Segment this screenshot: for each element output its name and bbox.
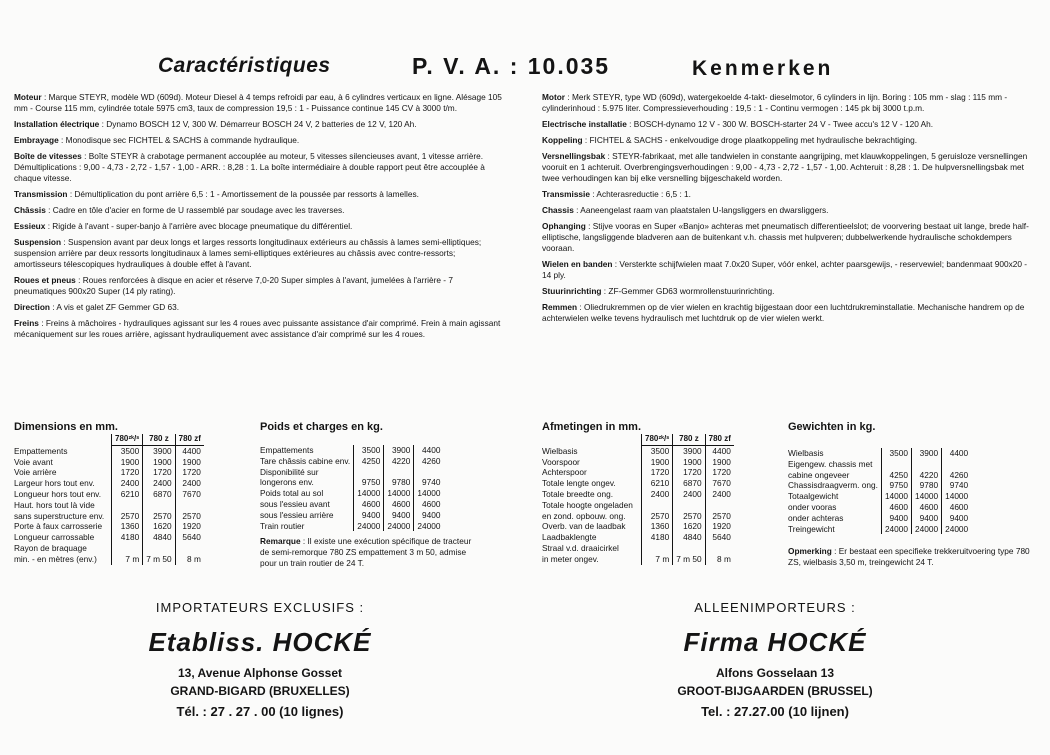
spec-text: : STEYR-fabrikaat, met alle tandwielen in constante aangrijping, met klauwkoppelingen, 5 geruisloze versnellingen vooruit en 1 achteruit. Overbrengingsverhoudingen : 9,00 - 4,73 - 2,72 - 1,57 - 1,00. Achteruit : 8,28 : 1. De hulpversnellingsbak met twee verhoudingen kan bij elke versnelling bijgeschakeld worden. (542, 151, 1028, 183)
cell-value: 14000 (414, 488, 444, 499)
table-row (785, 470, 971, 481)
cell-value: 4180 (112, 532, 143, 543)
spec-text: : Marque STEYR, modèle WD (609d). Moteur Diesel à 4 temps refroidi par eau, à 6 cylindres verticaux en ligne. Alésage 105 mm - Course 115 mm, cylindrée totale 5975 cm3, taux de compression 19,5 : 1 - Puissance continue 145 CV à 3000 t/m. (14, 92, 502, 113)
row-label: onder vooras (788, 501, 837, 512)
cell-value (175, 543, 204, 554)
cell-value: 4260 (942, 470, 972, 481)
table-row (539, 478, 734, 489)
afmetingen-table (539, 434, 734, 565)
cell-value (354, 467, 384, 478)
cell-value: 5640 (175, 532, 204, 543)
table-row (11, 467, 204, 478)
cell-value (705, 543, 734, 554)
row-label: sous l'essieu arrière (260, 509, 334, 520)
weights-title: Poids et charges en kg. (260, 421, 383, 433)
cell-value: 4600 (942, 502, 972, 513)
spec-text: : Démultiplication du pont arrière 6,5 : 1 - Amortissement de la poussée par ressorts à lamelles. (69, 189, 419, 199)
cell-value: 9400 (354, 510, 384, 521)
col-header: 780ᶻᵏ/ˢ (112, 434, 143, 445)
cell-value: 1620 (673, 521, 705, 532)
cell-value: 2570 (642, 511, 673, 522)
spec-text: : Suspension avant par deux longs et larges ressorts longitudinaux extérieurs au châssis à lames semi-elliptiques; suspension arrière par deux ressorts longitudinaux à lames semi-elliptiques extérieures au châssis avec contre-ressorts; amortisseurs télescopiques hydrauliques à double effet à l'avant. (14, 237, 482, 269)
cell-value: 9750 (354, 477, 384, 488)
row-label: Eigengew. chassis met (788, 458, 873, 469)
table-row (785, 502, 971, 513)
cell-value: 4260 (414, 456, 444, 467)
cell-value: 24000 (881, 524, 911, 535)
table-row (257, 499, 443, 510)
table-row (785, 524, 971, 535)
spec-text: : A vis et galet ZF Gemmer GD 63. (52, 302, 180, 312)
cell-value: 2570 (112, 511, 143, 522)
pva-number: P. V. A. : 10.035 (412, 53, 611, 79)
row-label: Empattements (14, 445, 68, 456)
row-label: Rayon de braquage (14, 542, 87, 553)
spec-text: : Dynamo BOSCH 12 V, 300 W. Démarreur BOSCH 24 V, 2 batteries de 12 V, 120 Ah. (101, 119, 417, 129)
cell-value: 1720 (705, 467, 734, 478)
row-label: Voie arrière (14, 467, 57, 478)
cell-value: 2400 (175, 478, 204, 489)
spec-label: Châssis (14, 205, 46, 215)
cell-value: 7 m (642, 554, 673, 565)
cell-value (642, 543, 673, 554)
cell-value (673, 500, 705, 511)
dimensions-table (11, 434, 204, 565)
cell-value (112, 500, 143, 511)
cell-value: 1720 (175, 467, 204, 478)
row-label: Empattements (260, 445, 314, 455)
row-label: Treingewicht (788, 523, 835, 534)
cell-value: 2570 (143, 511, 175, 522)
table-row (539, 543, 734, 554)
table-row (257, 467, 443, 478)
cell-value: 24000 (912, 524, 942, 535)
table-row (11, 532, 204, 543)
spec-label: Suspension (14, 237, 62, 247)
telephone: Tél. : 27 . 27 . 00 (10 lignes) (176, 704, 344, 719)
title-french: Caractéristiques (158, 54, 331, 77)
cell-value: 1720 (673, 467, 705, 478)
cell-value: 14000 (942, 491, 972, 502)
gewichten-title: Gewichten in kg. (788, 421, 876, 433)
street-address: 13, Avenue Alphonse Gosset (177, 666, 343, 680)
table-row (785, 448, 971, 459)
gewichten-table (785, 448, 971, 534)
row-label: Disponibilité sur (260, 466, 319, 477)
row-label: min. - en mètres (env.) (14, 553, 97, 564)
city: GROOT-BIJGAARDEN (BRUSSEL) (677, 684, 873, 698)
cell-value: 4220 (384, 456, 414, 467)
table-row (539, 445, 734, 456)
col-header: 780ᶻᵏ/ˢ (642, 434, 673, 445)
remark-label: Opmerking (788, 546, 832, 556)
spec-label: Versnellingsbak (542, 151, 606, 161)
cell-value: 7 m 50 (143, 554, 175, 565)
cell-value: 9740 (942, 480, 972, 491)
cell-value: 2400 (112, 478, 143, 489)
cell-value: 7670 (175, 489, 204, 500)
cell-value: 24000 (942, 524, 972, 535)
spec-text: : FICHTEL & SACHS - enkelvoudige droge plaatkoppeling met hydraulische bekrachtiging. (584, 135, 918, 145)
cell-value: 4600 (384, 499, 414, 510)
cell-value: 3900 (912, 448, 942, 459)
spec-text: : ZF-Gemmer GD63 wormrollenstuurinrichting. (603, 286, 775, 296)
cell-value (143, 500, 175, 511)
table-row (11, 500, 204, 511)
row-label: onder achteras (788, 512, 844, 523)
row-label: Overb. van de laadbak (542, 521, 626, 532)
table-row (11, 478, 204, 489)
cell-value: 1900 (705, 457, 734, 468)
row-label: Laadbaklengte (542, 532, 597, 543)
cell-value: 24000 (414, 521, 444, 532)
row-label: Largeur hors tout env. (14, 478, 95, 489)
cell-value: 4220 (912, 470, 942, 481)
cell-value: 1900 (175, 457, 204, 468)
table-row (539, 511, 734, 522)
table-row (785, 513, 971, 524)
spec-text: : Boîte STEYR à crabotage permanent accouplée au moteur, 5 vitesses silencieuses avant, 1 vitesse arrière. Démultiplications : 9,00 - 4,73 - 2,72 - 1,57 - 1,00 - ARR. : 8,28 : 1. La boîte intermédiaire à double rapport peut être accouplée à chaque vitesse. (14, 151, 485, 183)
spec-label: Essieux (14, 221, 46, 231)
cell-value: 3500 (354, 445, 384, 456)
cell-value: 9740 (414, 477, 444, 488)
cell-value (414, 467, 444, 478)
cell-value: 9780 (912, 480, 942, 491)
cell-value: 2570 (673, 511, 705, 522)
remark-text: : Il existe une exécution spécifique de tracteur de semi-remorque 780 ZS empattement 3 m 50, admise pour un train routier de 24 T. (260, 536, 472, 568)
spec-label: Moteur (14, 92, 42, 102)
row-label: longerons env. (260, 477, 314, 488)
cell-value: 6210 (112, 489, 143, 500)
cell-value: 2400 (143, 478, 175, 489)
gewichten-remark (788, 546, 1033, 568)
spec-label: Ophanging (542, 221, 586, 231)
spec-label: Stuurinrichting (542, 286, 602, 296)
telephone: Tel. : 27.27.00 (10 lijnen) (701, 704, 849, 719)
cell-value: 2400 (673, 489, 705, 500)
spec-label: Electrische installatie (542, 119, 627, 129)
row-label: Train routier (260, 520, 305, 531)
cell-value: 4400 (705, 445, 734, 456)
weights-table (257, 445, 443, 531)
cell-value: 1360 (642, 521, 673, 532)
row-label: Totale lengte ongev. (542, 478, 616, 489)
cell-value (642, 500, 673, 511)
spec-label: Freins (14, 318, 39, 328)
spec-label: Direction (14, 302, 50, 312)
cell-value: 4180 (642, 532, 673, 543)
table-row (539, 457, 734, 468)
city: GRAND-BIGARD (BRUXELLES) (170, 684, 350, 698)
dutch-specs (542, 92, 1036, 329)
spec-label: Wielen en banden (542, 259, 613, 269)
cell-value: 4400 (414, 445, 444, 456)
row-label: sous l'essieu avant (260, 498, 330, 509)
cell-value (912, 459, 942, 470)
cell-value: 3500 (642, 445, 673, 456)
cell-value: 8 m (175, 554, 204, 565)
table-row (11, 554, 204, 565)
importers-label: ALLEENIMPORTEURS : (694, 600, 856, 615)
cell-value: 1900 (673, 457, 705, 468)
col-header: 780 z (143, 434, 175, 445)
cell-value (143, 543, 175, 554)
spec-label: Motor (542, 92, 566, 102)
remark-label: Remarque (260, 536, 301, 546)
cell-value (673, 543, 705, 554)
cell-value (942, 459, 972, 470)
cell-value: 2400 (642, 489, 673, 500)
row-label: Porte à faux carrosserie (14, 521, 103, 532)
importers-label: IMPORTATEURS EXCLUSIFS : (155, 600, 365, 615)
row-label: Tare châssis cabine env. (260, 455, 351, 466)
row-label: sans superstructure env. (14, 510, 105, 521)
cell-value: 1900 (642, 457, 673, 468)
cell-value: 6870 (673, 478, 705, 489)
table-body (257, 445, 443, 531)
table-row (539, 554, 734, 565)
firm-name: Etabliss. HOCKÉ (148, 627, 372, 657)
spec-label: Installation électrique (14, 119, 100, 129)
cell-value: 1720 (112, 467, 143, 478)
cell-value (175, 500, 204, 511)
row-label: Chassisdraagverm. ong. (788, 480, 878, 491)
table-row (785, 480, 971, 491)
cell-value (705, 500, 734, 511)
cell-value (881, 459, 911, 470)
cell-value: 8 m (705, 554, 734, 565)
row-label: Longueur carrossable (14, 532, 95, 543)
table-row (785, 459, 971, 470)
row-label: in meter ongev. (542, 553, 599, 564)
cell-value: 6210 (642, 478, 673, 489)
afmetingen-title: Afmetingen in mm. (542, 421, 642, 433)
row-label: Wielbasis (542, 445, 578, 456)
cell-value: 5640 (705, 532, 734, 543)
cell-value: 9400 (912, 513, 942, 524)
table-row (257, 445, 443, 456)
row-label: Totaalgewicht (788, 491, 839, 502)
cell-value: 4840 (143, 532, 175, 543)
row-label: Voie avant (14, 456, 53, 467)
row-label: cabine ongeveer (788, 469, 850, 480)
row-label: Straal v.d. draaicirkel (542, 542, 619, 553)
cell-value: 14000 (384, 488, 414, 499)
cell-value: 9780 (384, 477, 414, 488)
cell-value: 7 m (112, 554, 143, 565)
table-row (257, 477, 443, 488)
cell-value: 1900 (112, 457, 143, 468)
table-body (539, 445, 734, 564)
spec-label: Remmen (542, 302, 578, 312)
table-row (11, 543, 204, 554)
spec-label: Transmissie (542, 189, 590, 199)
table-row (257, 521, 443, 532)
cell-value: 3900 (143, 445, 175, 456)
spec-text: : Versterkte schijfwielen maat 7.0x20 Super, vóór enkel, achter paarsgewijs, - reservewiel; bandenmaat 900x20 - 14 ply. (542, 259, 1028, 280)
cell-value: 24000 (384, 521, 414, 532)
cell-value: 4400 (942, 448, 972, 459)
table-row (539, 467, 734, 478)
row-label: Wielbasis (788, 448, 824, 458)
cell-value: 1920 (705, 521, 734, 532)
cell-value: 14000 (881, 491, 911, 502)
cell-value: 1360 (112, 521, 143, 532)
table-row (257, 488, 443, 499)
cell-value: 24000 (354, 521, 384, 532)
spec-text: : Oliedrukremmen op de vier wielen en krachtig bijgestaan door een luchtdrukreminstallatie. Mechanische handrem op de achterwielen welke tevens hydraulisch met luchtdruk op de vier wielen werkt. (542, 302, 1025, 323)
cell-value: 1920 (175, 521, 204, 532)
french-specs (14, 92, 504, 345)
spec-label: Boîte de vitesses (14, 151, 82, 161)
cell-value: 4250 (354, 456, 384, 467)
table-row (257, 510, 443, 521)
spec-label: Transmission (14, 189, 68, 199)
spec-text: : Merk STEYR, type WD (609d), watergekoelde 4-takt- dieselmotor, 6 cylinders in lijn. Boring : 105 mm - slag : 115 mm - cylinderinhoud : 5.975 liter. Compressieverhouding : 19,5 : 1 - Continu vermogen : 145 pk bij 3000 t.p.m. (542, 92, 1008, 113)
dimensions-title: Dimensions en mm. (14, 421, 118, 433)
row-label: Longueur hors tout env. (14, 488, 102, 499)
table-row (539, 532, 734, 543)
table-row (11, 511, 204, 522)
spec-label: Chassis (542, 205, 574, 215)
spec-text: : Freins à mâchoires - hydrauliques agissant sur les 4 roues avec puissante assistance d'air comprimé. Frein à main agissant mécaniquement sur les roues arrière, agissant hydrauliquement avec assistance d'air comprimé sur les 4 roues. (14, 318, 501, 339)
cell-value: 9400 (384, 510, 414, 521)
cell-value (384, 467, 414, 478)
weights-remark (260, 536, 476, 569)
table-row (11, 489, 204, 500)
cell-value: 4600 (912, 502, 942, 513)
row-label: Haut. hors tout là vide (14, 499, 95, 510)
cell-value: 4400 (175, 445, 204, 456)
cell-value: 4840 (673, 532, 705, 543)
cell-value: 9750 (881, 480, 911, 491)
cell-value: 2570 (705, 511, 734, 522)
footer-dutch (555, 600, 995, 719)
spec-label: Koppeling (542, 135, 583, 145)
table-body (11, 445, 204, 564)
cell-value: 4600 (414, 499, 444, 510)
row-label: Totale hoogte ongeladen (542, 499, 633, 510)
cell-value: 3500 (112, 445, 143, 456)
row-label: en zond. opbouw. ong. (542, 510, 626, 521)
footer-french (40, 600, 480, 719)
cell-value: 14000 (354, 488, 384, 499)
spec-text: : BOSCH-dynamo 12 V - 300 W. BOSCH-starter 24 V - Twee accu's 12 V - 120 Ah. (629, 119, 934, 129)
cell-value: 1720 (143, 467, 175, 478)
col-header: 780 zf (175, 434, 204, 445)
spec-text: : Monodisque sec FICHTEL & SACHS à commande hydraulique. (61, 135, 300, 145)
row-label: Achterspoor (542, 467, 587, 478)
cell-value: 4600 (881, 502, 911, 513)
cell-value: 1620 (143, 521, 175, 532)
table-row (539, 489, 734, 500)
remark-text: : Er bestaat een specifieke trekkeruitvoering type 780 ZS, wielbasis 3,50 m, treingewicht 24 T. (788, 546, 1030, 567)
spec-text: : Cadre en tôle d'acier en forme de U rassemblé par soudage avec les traverses. (48, 205, 345, 215)
cell-value: 7670 (705, 478, 734, 489)
spec-text: : Aaneengelast raam van plaatstalen U-langsliggers en dwarsliggers. (576, 205, 829, 215)
cell-value: 4600 (354, 499, 384, 510)
cell-value: 9400 (881, 513, 911, 524)
table-row (539, 521, 734, 532)
cell-value: 2400 (705, 489, 734, 500)
cell-value: 2570 (175, 511, 204, 522)
spec-text: : Achterasreductie : 6,5 : 1. (592, 189, 691, 199)
row-label: Voorspoor (542, 456, 580, 467)
table-body (785, 448, 971, 534)
cell-value: 9400 (942, 513, 972, 524)
cell-value: 9400 (414, 510, 444, 521)
table-row (11, 521, 204, 532)
row-label: Totale breedte ong. (542, 488, 614, 499)
cell-value (112, 543, 143, 554)
spec-text: : Stijve vooras en Super «Banjo» achteras met pneumatisch differentieelslot; de voorvering bestaat uit lange, brede half-elliptische, langsliggende bladveren aan de buitenkant v.h. chassis met hulpveren; dubbelwerkende hydraulische schokdempers vooraan. (542, 221, 1029, 253)
row-label: Poids total au sol (260, 488, 324, 499)
table-row (539, 500, 734, 511)
table-row (257, 456, 443, 467)
table-row (785, 491, 971, 502)
spec-label: Embrayage (14, 135, 59, 145)
table-row (11, 445, 204, 456)
cell-value: 3500 (881, 448, 911, 459)
col-header: 780 zf (705, 434, 734, 445)
firm-name: Firma HOCKÉ (683, 627, 867, 657)
col-header: 780 z (673, 434, 705, 445)
street-address: Alfons Gosselaan 13 (715, 666, 835, 680)
cell-value: 1900 (143, 457, 175, 468)
title-dutch: Kenmerken (692, 57, 834, 80)
spec-text: : Rigide à l'avant - super-banjo à l'arrière avec blocage pneumatique du différentiel. (47, 221, 353, 231)
cell-value: 3900 (384, 445, 414, 456)
cell-value: 1720 (642, 467, 673, 478)
spec-text: : Roues renforcées à disque en acier et réserve 7,0-20 Super simples à l'avant, jumelées à l'arrière - 7 pneumatiques 900x20 Super (14 ply rating). (14, 275, 453, 296)
cell-value: 4250 (881, 470, 911, 481)
spec-label: Roues et pneus (14, 275, 76, 285)
cell-value: 14000 (912, 491, 942, 502)
table-row (11, 457, 204, 468)
cell-value: 7 m 50 (673, 554, 705, 565)
cell-value: 6870 (143, 489, 175, 500)
cell-value: 3900 (673, 445, 705, 456)
